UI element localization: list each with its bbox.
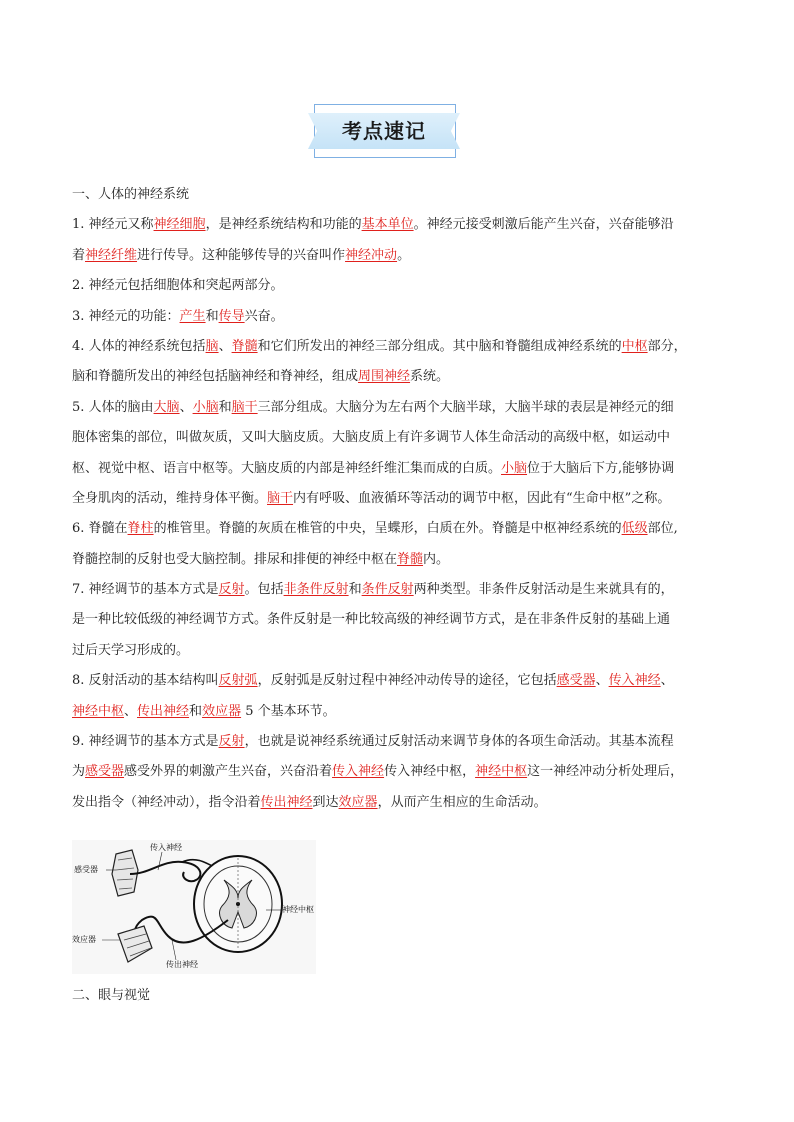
text-segment: 6. 脊髓在 bbox=[72, 521, 128, 537]
text-segment: 7. 神经调节的基本方式是 bbox=[72, 582, 219, 598]
answer-term: 脊柱 bbox=[127, 521, 154, 537]
answer-term: 大脑 bbox=[153, 399, 180, 415]
text-line bbox=[72, 727, 722, 757]
text-line bbox=[72, 210, 722, 240]
text-line bbox=[72, 697, 722, 727]
answer-term: 传导 bbox=[218, 308, 245, 324]
text-segment: 是一种比较低级的神经调节方式。条件反射是一种比较高级的神经调节方式，是在非条件反射的基础上通 bbox=[72, 612, 671, 628]
answer-term: 神经细胞 bbox=[153, 217, 206, 233]
answer-term: 神经中枢 bbox=[475, 764, 528, 780]
text-segment: 部位, bbox=[647, 521, 678, 537]
answer-term: 效应器 bbox=[202, 703, 242, 719]
text-segment: 胞体密集的部位，叫做灰质，又叫大脑皮质。大脑皮质上有许多调节人体生命活动的高级中枢，如运动中 bbox=[72, 430, 671, 446]
text-line bbox=[72, 636, 722, 666]
text-segment: 枢、视觉中枢、语言中枢等。大脑皮质的内部是神经纤维汇集而成的白质。 bbox=[72, 460, 502, 476]
text-segment: ，从而产生相应的生命活动。 bbox=[377, 794, 547, 810]
text-segment: 。 bbox=[397, 247, 411, 263]
text-segment: ，是神经系统结构和功能的 bbox=[205, 217, 362, 233]
text-segment: 9. 神经调节的基本方式是 bbox=[72, 734, 219, 750]
text-line bbox=[72, 788, 722, 818]
answer-term: 小脑 bbox=[192, 399, 219, 415]
answer-term: 神经中枢 bbox=[72, 703, 125, 719]
text-line bbox=[72, 545, 722, 575]
answer-term: 脊髓 bbox=[397, 551, 424, 567]
text-segment: 内有呼吸、血液循环等活动的调节中枢，因此有“生命中枢”之称。 bbox=[293, 490, 671, 506]
text-segment: 位于大脑后下方,能够协调 bbox=[527, 460, 675, 476]
text-segment: 这一神经冲动分析处理后， bbox=[527, 764, 684, 780]
text-segment: 2. 神经元包括细胞体和突起两部分。 bbox=[72, 278, 284, 294]
text-segment: 为 bbox=[72, 764, 86, 780]
text-segment: ，也就是说神经系统通过反射活动来调节身体的各项生命活动。其基本流程 bbox=[244, 734, 674, 750]
text-segment: 。包括 bbox=[244, 582, 284, 598]
text-line bbox=[72, 393, 722, 423]
text-segment: 部分， bbox=[647, 338, 687, 354]
label-afferent-nerve: 传入神经 bbox=[150, 843, 182, 852]
text-segment: 发出指令（神经冲动），指令沿着 bbox=[72, 794, 261, 810]
text-segment: 和 bbox=[205, 308, 219, 324]
answer-term: 条件反射 bbox=[361, 582, 414, 598]
text-segment: 三部分组成。大脑分为左右两个大脑半球，大脑半球的表层是神经元的细 bbox=[257, 399, 674, 415]
text-segment: 8. 反射活动的基本结构叫 bbox=[72, 673, 219, 689]
text-line bbox=[72, 514, 722, 544]
answer-term: 中枢 bbox=[621, 338, 648, 354]
answer-term: 神经冲动 bbox=[345, 247, 398, 263]
text-line bbox=[72, 302, 722, 332]
text-line bbox=[72, 423, 722, 453]
answer-term: 脑 bbox=[205, 338, 219, 354]
text-segment: 系统。 bbox=[410, 369, 450, 385]
text-line bbox=[72, 454, 722, 484]
text-segment: 、 bbox=[179, 399, 193, 415]
answer-term: 反射 bbox=[218, 582, 245, 598]
reflex-arc-figure bbox=[72, 840, 316, 974]
label-efferent-nerve: 传出神经 bbox=[166, 960, 198, 969]
text-segment: 着 bbox=[72, 247, 86, 263]
text-line bbox=[72, 362, 722, 392]
section-heading: 二、眼与视觉 bbox=[72, 988, 151, 1003]
text-line bbox=[72, 271, 722, 301]
text-segment: 、 bbox=[124, 703, 138, 719]
text-segment: 脊髓控制的反射也受大脑控制。排尿和排便的神经中枢在 bbox=[72, 551, 398, 567]
text-segment: 传入神经中枢， bbox=[384, 764, 476, 780]
answer-term: 感受器 bbox=[85, 764, 125, 780]
answer-term: 非条件反射 bbox=[283, 582, 349, 598]
content-body bbox=[72, 180, 722, 818]
page-title: 考点速记 bbox=[342, 119, 426, 143]
text-segment: 5 个基本环节。 bbox=[241, 703, 336, 719]
answer-term: 反射弧 bbox=[218, 673, 258, 689]
section-heading: 一、人体的神经系统 bbox=[72, 187, 190, 202]
text-segment: 。神经元接受刺激后能产生兴奋，兴奋能够沿 bbox=[413, 217, 674, 233]
answer-term: 脑干 bbox=[267, 490, 294, 506]
answer-term: 小脑 bbox=[501, 460, 528, 476]
text-segment: 、 bbox=[218, 338, 232, 354]
text-line bbox=[72, 666, 722, 696]
answer-term: 基本单位 bbox=[361, 217, 414, 233]
text-segment: 、 bbox=[660, 673, 674, 689]
text-line bbox=[72, 605, 722, 635]
label-receptor: 感受器 bbox=[74, 865, 98, 874]
answer-term: 周围神经 bbox=[358, 369, 411, 385]
text-segment: 4. 人体的神经系统包括 bbox=[72, 338, 206, 354]
answer-term: 效应器 bbox=[338, 794, 378, 810]
item-list bbox=[72, 210, 722, 818]
text-segment: 兴奋。 bbox=[244, 308, 284, 324]
text-segment: 、 bbox=[595, 673, 609, 689]
text-segment: 内。 bbox=[423, 551, 450, 567]
text-line bbox=[72, 332, 722, 362]
reflex-arc-diagram bbox=[72, 840, 316, 974]
answer-term: 传出神经 bbox=[260, 794, 313, 810]
text-segment: 和它们所发出的神经三部分组成。其中脑和脊髓组成神经系统的 bbox=[257, 338, 622, 354]
answer-term: 传入神经 bbox=[608, 673, 661, 689]
text-segment: 的椎管里。脊髓的灰质在椎管的中央，呈蝶形，白质在外。脊髓是中枢神经系统的 bbox=[153, 521, 622, 537]
text-segment: 和 bbox=[189, 703, 203, 719]
text-segment: 感受外界的刺激产生兴奋，兴奋沿着 bbox=[124, 764, 333, 780]
label-nerve-center: 神经中枢 bbox=[282, 905, 314, 914]
text-segment: 脑和脊髓所发出的神经包括脑神经和脊神经，组成 bbox=[72, 369, 359, 385]
text-line bbox=[72, 241, 722, 271]
text-segment: 和 bbox=[218, 399, 232, 415]
label-effector: 效应器 bbox=[72, 935, 96, 944]
answer-term: 感受器 bbox=[556, 673, 596, 689]
text-segment: 3. 神经元的功能： bbox=[72, 308, 180, 324]
answer-term: 脑干 bbox=[231, 399, 258, 415]
text-segment: 两种类型。非条件反射活动是生来就具有的， bbox=[413, 582, 674, 598]
text-segment: 过后天学习形成的。 bbox=[72, 642, 190, 658]
text-segment: ，反射弧是反射过程中神经冲动传导的途径，它包括 bbox=[257, 673, 557, 689]
answer-term: 神经纤维 bbox=[85, 247, 138, 263]
text-line bbox=[72, 575, 722, 605]
text-line bbox=[72, 757, 722, 787]
text-line bbox=[72, 484, 722, 514]
text-segment: 和 bbox=[348, 582, 362, 598]
answer-term: 低级 bbox=[621, 521, 648, 537]
text-segment: 5. 人体的脑由 bbox=[72, 399, 154, 415]
title-badge bbox=[308, 104, 460, 162]
answer-term: 传出神经 bbox=[137, 703, 190, 719]
answer-term: 传入神经 bbox=[332, 764, 385, 780]
spinal-cord-shape bbox=[194, 856, 282, 952]
text-segment: 到达 bbox=[312, 794, 339, 810]
answer-term: 反射 bbox=[218, 734, 245, 750]
answer-term: 产生 bbox=[179, 308, 206, 324]
text-segment: 全身肌肉的活动，维持身体平衡。 bbox=[72, 490, 268, 506]
answer-term: 脊髓 bbox=[231, 338, 258, 354]
text-segment: 1. 神经元又称 bbox=[72, 217, 154, 233]
text-segment: 进行传导。这种能够传导的兴奋叫作 bbox=[137, 247, 346, 263]
